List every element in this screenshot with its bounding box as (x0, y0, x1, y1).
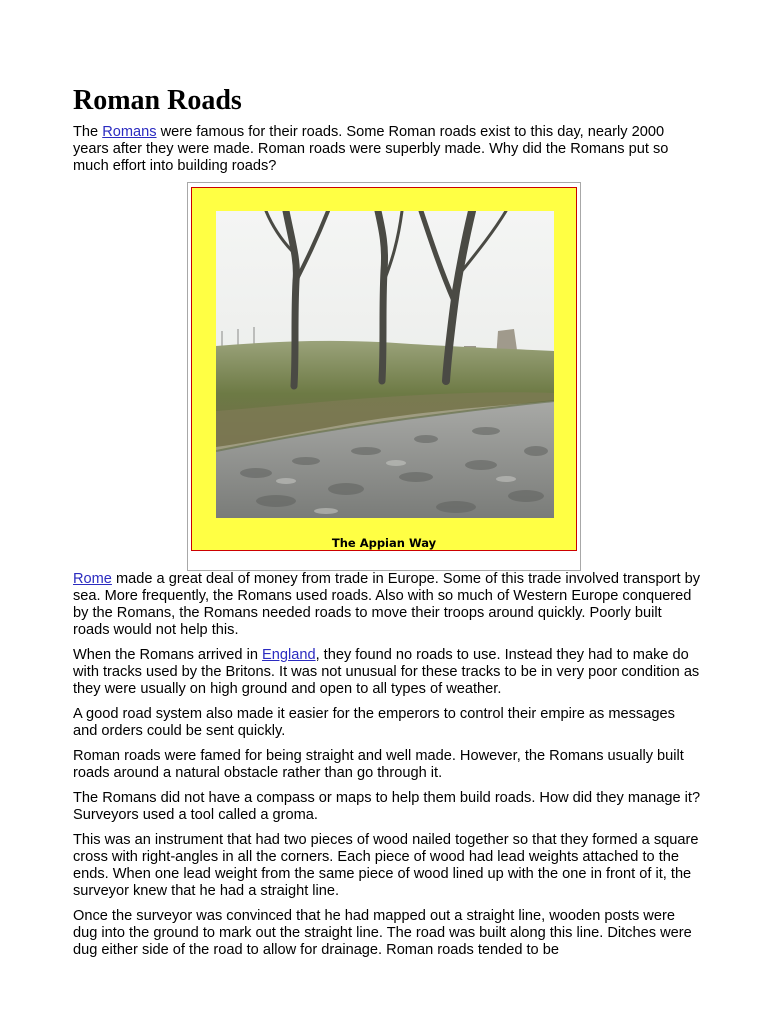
paragraph-england (73, 647, 701, 698)
figure-panel (191, 187, 577, 551)
paragraph-instrument: This was an instrument that had two pieces of wood nailed together so that they formed a square cross with right-angles in all the corners. Each piece of wood had lead weights attached to the ends. When one lead weight from the same piece of wood lined up with the one in front of it, the surveyor knew that he had a straight line. (73, 832, 699, 899)
appian-way-photo (216, 211, 554, 518)
romans-link[interactable]: Romans (102, 124, 157, 140)
england-link[interactable]: England (262, 647, 316, 663)
paragraph-trade-text: made a great deal of money from trade in Europe. Some of this trade involved transport by sea. More frequently, the Romans used roads. Also with so much of Western Europe conquered by the Romans, the Romans needed roads to move their troops around quickly. Poorly built roads would not help this. (73, 571, 701, 638)
figure-caption: The Appian Way (331, 536, 437, 550)
paragraph-straight-roads: Roman roads were famed for being straight and well made. However, the Romans usually built roads around a natural obstacle rather than go through it. (73, 748, 684, 781)
article-body (73, 571, 701, 967)
figure-box (187, 182, 581, 571)
paragraph-trade (73, 571, 701, 639)
paragraph-road-system: A good road system also made it easier for the emperors to control their empire as messages and orders could be sent quickly. (73, 706, 675, 739)
paragraph-england-prefix: When the Romans arrived in (73, 647, 262, 663)
intro-prefix: The (73, 124, 103, 140)
intro-suffix: were famous for their roads. Some Roman roads exist to this day, nearly 2000 years after they were made. Roman roads were superbly made. Why did the Romans put so much effort into building roads? (73, 124, 669, 174)
rome-link[interactable]: Rome (73, 571, 112, 587)
paragraph-surveyor: Once the surveyor was convinced that he had mapped out a straight line, wooden posts were dug into the ground to mark out the straight line. The road was built along this line. Ditches were dug either side of the road to allow for drainage. Roman roads tended to be (73, 908, 692, 958)
page-title: Roman Roads (73, 85, 242, 116)
paragraph-england-text: , they found no roads to use. Instead they had to make do with tracks used by the Britons. It was not unusual for these tracks to be in very poor condition as they were usually on high ground and open to all types of weather. (73, 647, 700, 697)
paragraph-groma: The Romans did not have a compass or maps to help them build roads. How did they manage it? Surveyors used a tool called a groma. (73, 790, 701, 823)
intro-paragraph (73, 124, 701, 175)
